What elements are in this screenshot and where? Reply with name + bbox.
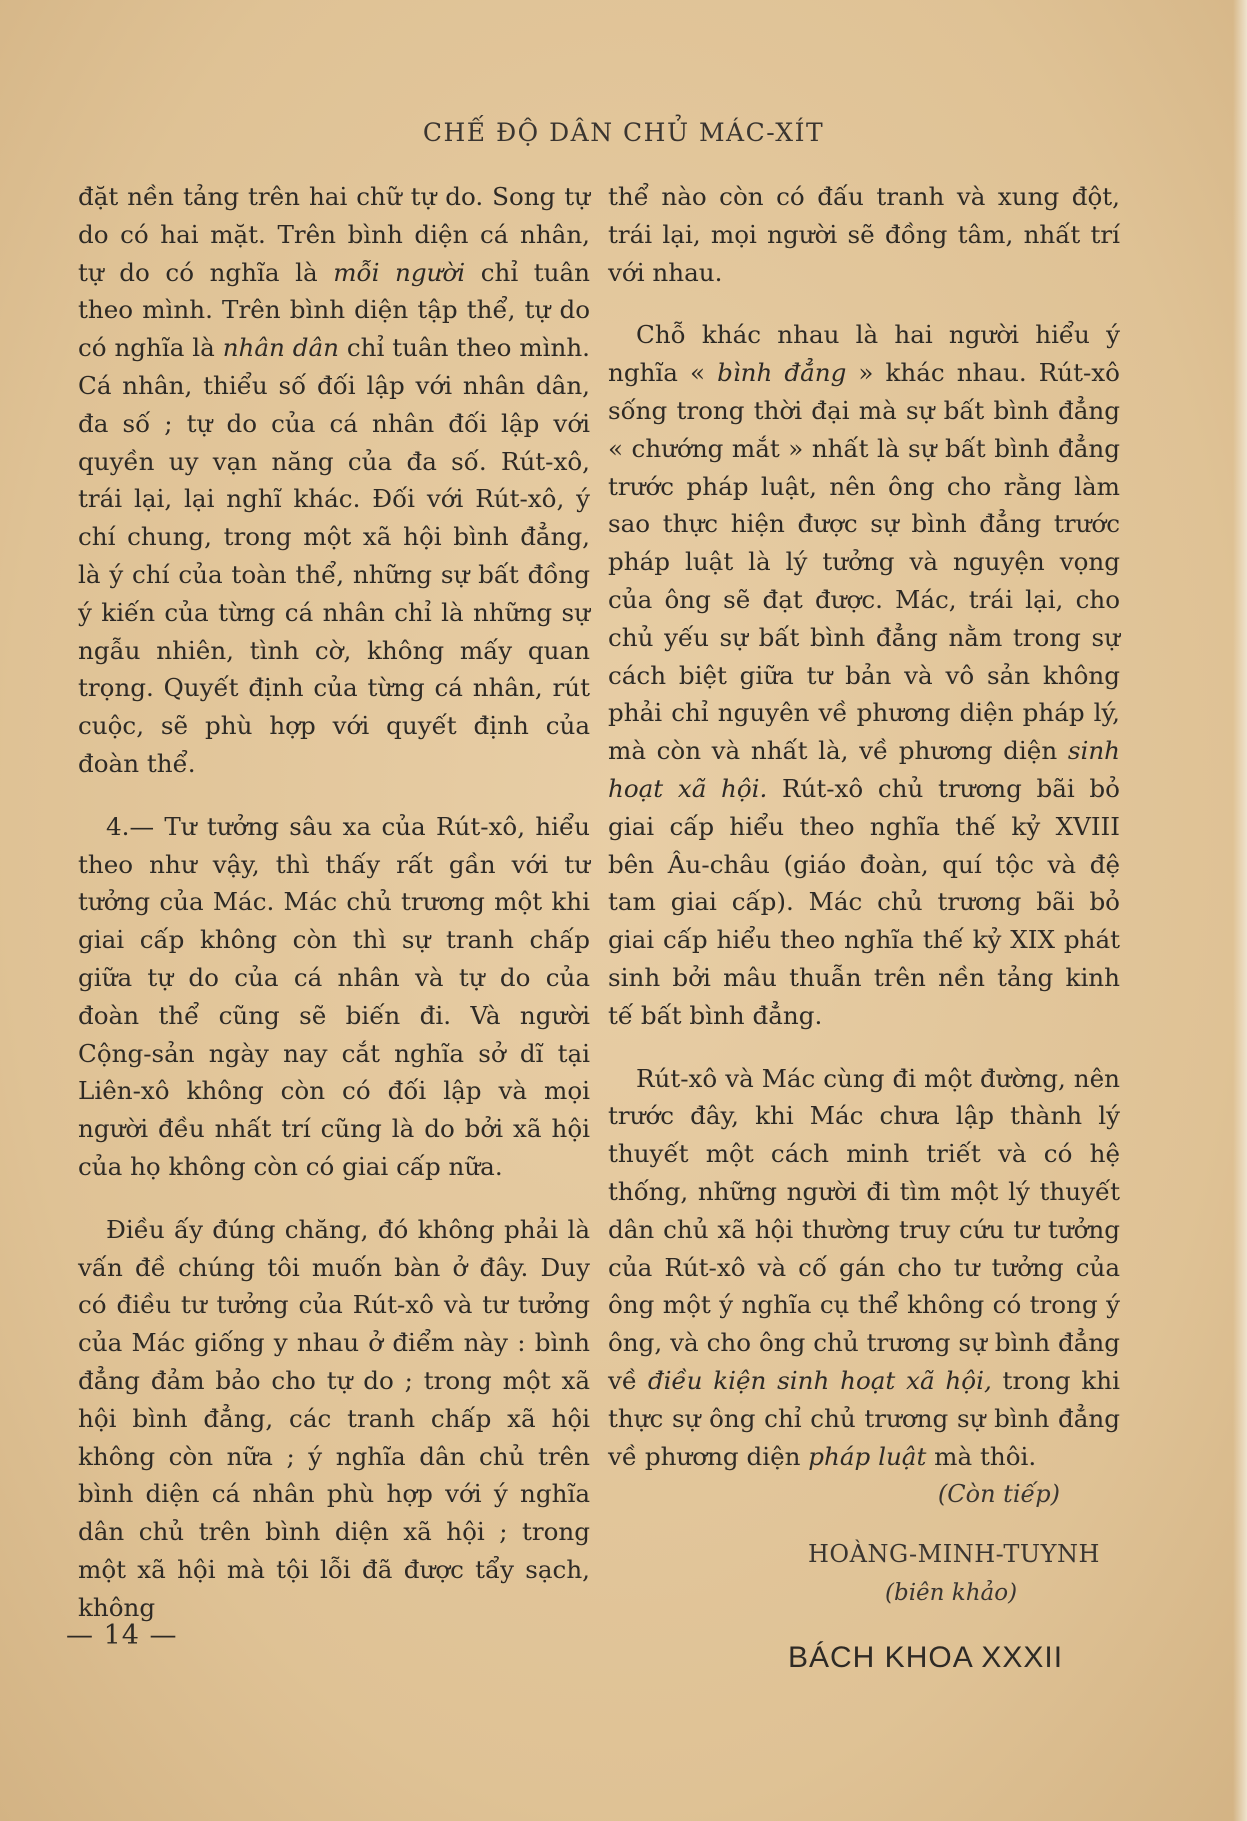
- text-run: trong khi thực sự ông chỉ chủ trương sự bình đẳng về phương diện: [608, 1365, 1120, 1471]
- paragraph: 4.— Tư tưởng sâu xa của Rút-xô, hiểu theo như vậy, thì thấy rất gần với tư tưởng của Mác. Mác chủ trương một khi giai cấp không còn thì sự tranh chấp giữa tự do của cá nhân và tự do của đoàn thể cũng sẽ biến đi. Và người Cộng-sản ngày nay cắt nghĩa sở dĩ tại Liên-xô không còn có đối lập và mọi người đều nhất trí cũng là do bởi xã hội của họ không còn có giai cấp nữa.: [78, 811, 590, 1181]
- running-header: CHẾ ĐỘ DÂN CHỦ MÁC-XÍT: [422, 118, 825, 147]
- paragraph: [608, 1060, 1120, 1476]
- text-run: chỉ tuân theo mình. Trên bình diện tập thể, tự do có nghĩa là: [78, 257, 590, 363]
- italic-text: sinh hoạt xã hội.: [608, 736, 1120, 803]
- text-run: đặt nền tảng trên hai chữ tự do. Song tự do có hai mặt. Trên bình diện cá nhân, tự do có nghĩa là: [78, 182, 590, 287]
- author-name: HOÀNG-MINH-TUYNH: [808, 1540, 1100, 1568]
- paragraph: Điều ấy đúng chăng, đó không phải là vấn đề chúng tôi muốn bàn ở đây. Duy có điều tư tưởng của Rút-xô và tư tưởng của Mác giống y nhau ở điểm này : bình đẳng đảm bảo cho tự do ; trong một xã hội bình đẳng, các tranh chấp xã hội không còn nữa ; ý nghĩa dân chủ trên bình diện cá nhân phù hợp với ý nghĩa dân chủ trên bình diện xã hội ; trong một xã hội mà tội lỗi đã được tẩy sạch, không: [78, 1214, 590, 1622]
- text-run: mà thôi.: [926, 1441, 1037, 1471]
- italic-text: pháp luật: [808, 1441, 927, 1471]
- italic-text: mỗi người: [333, 257, 466, 287]
- left-column: [78, 178, 590, 1626]
- page-number: — 14 —: [66, 1620, 178, 1651]
- italic-text: bình đẳng: [717, 358, 847, 388]
- italic-text: nhân dân: [222, 333, 340, 363]
- journal-name: BÁCH KHOA XXXII: [788, 1641, 1064, 1674]
- text-run: chỉ tuân theo mình. Cá nhân, thiểu số đối lập với nhân dân, đa số ; tự do của cá nhân đối lập với quyền uy vạn năng của đa số. Rút-xô, trái lại, lại nghĩ khác. Đối với Rút-xô, ý chí chung, trong một xã hội bình đẳng, là ý chí của toàn thể, những sự bất đồng ý kiến của từng cá nhân chỉ là những sự ngẫu nhiên, tình cờ, không mấy quan trọng. Quyết định của từng cá nhân, rút cuộc, sẽ phù hợp với quyết định của đoàn thể.: [78, 333, 590, 778]
- paragraph: [608, 316, 1120, 1034]
- right-column: [608, 178, 1120, 1475]
- author-role: (biên khảo): [885, 1580, 1018, 1606]
- text-run: Rút-xô và Mác cùng đi một đường, nên trước đây, khi Mác chưa lập thành lý thuyết một cách minh triết và có hệ thống, những người đi tìm một lý thuyết dân chủ xã hội thường truy cứu tư tưởng của Rút-xô và cố gán cho tư tưởng của ông một ý nghĩa cụ thể không có trong ý ông, và cho ông chủ trương sự bình đẳng về: [608, 1063, 1120, 1395]
- paragraph: [78, 178, 590, 783]
- text-run: Chỗ khác nhau là hai người hiểu ý nghĩa «: [608, 320, 1120, 388]
- continued-note: (Còn tiếp): [937, 1480, 1060, 1508]
- paragraph: thể nào còn có đấu tranh và xung đột, trái lại, mọi người sẽ đồng tâm, nhất trí với nhau.: [608, 182, 1120, 287]
- italic-text: điều kiện sinh hoạt xã hội,: [647, 1365, 992, 1395]
- text-run: » khác nhau. Rút-xô sống trong thời đại mà sự bất bình đẳng « chướng mắt » nhất là sự bất bình đẳng trước pháp luật, nên ông cho rằng làm sao thực hiện được sự bình đẳng trước pháp luật là lý tưởng và nguyện vọng của ông sẽ đạt được. Mác, trái lại, cho chủ yếu sự bất bình đẳng nằm trong sự cách biệt giữa tư bản và vô sản không phải chỉ nguyên về phương diện pháp lý, mà còn và nhất là, về phương diện: [608, 358, 1120, 766]
- text-run: Rút-xô chủ trương bãi bỏ giai cấp hiểu theo nghĩa thế kỷ XVIII bên Âu-châu (giáo đoàn, quí tộc và đệ tam giai cấp). Mác chủ trương bãi bỏ giai cấp hiểu theo nghĩa thế kỷ XIX phát sinh bởi mâu thuẫn trên nền tảng kinh tế bất bình đẳng.: [608, 773, 1120, 1030]
